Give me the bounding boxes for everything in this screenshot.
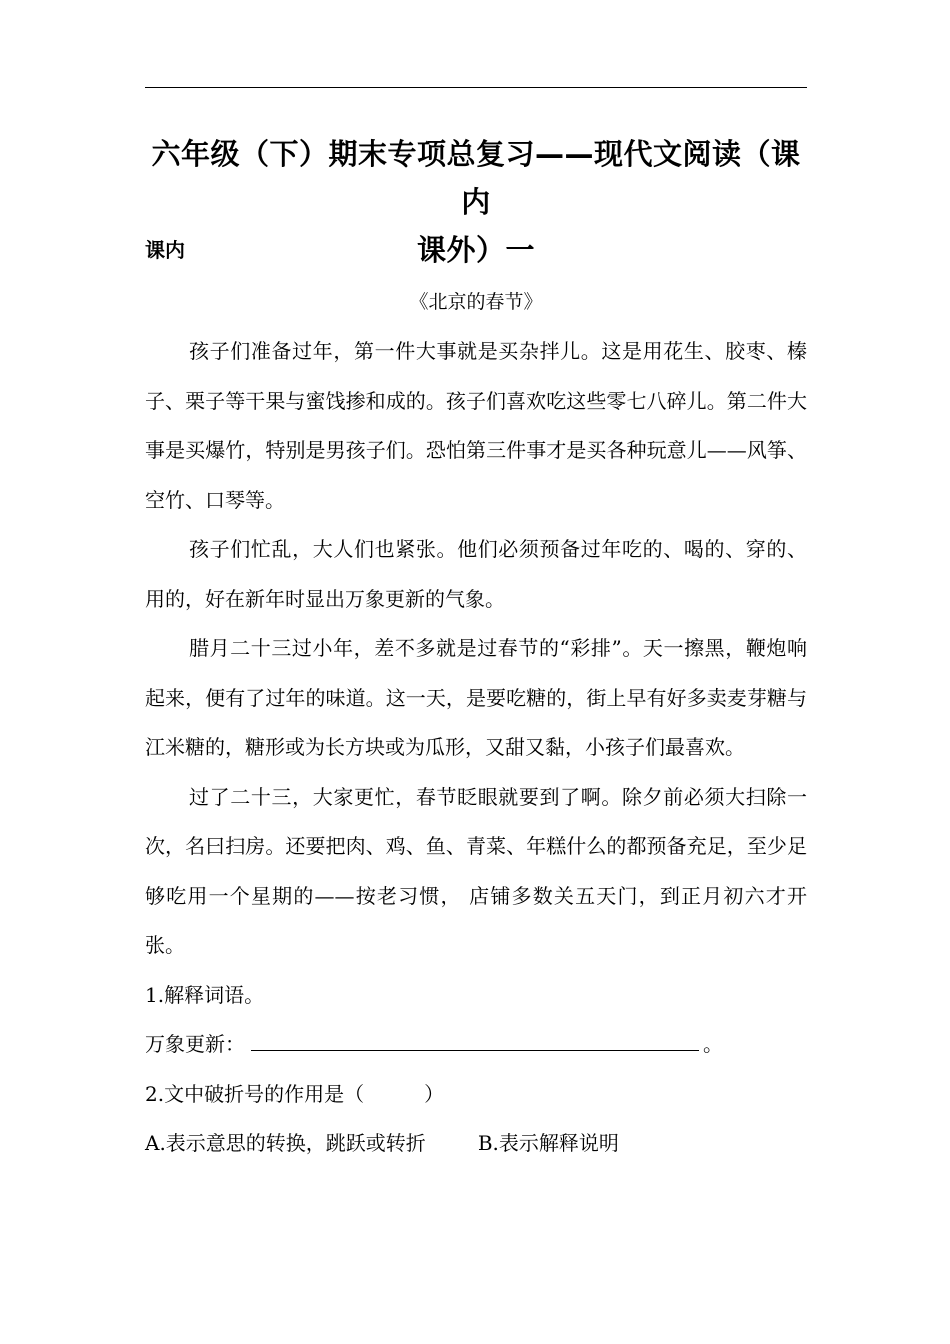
section-label: 课内 [145,238,185,262]
question-2-title [145,1070,807,1120]
title-line-1: 六年级（下）期末专项总复习——现代文阅读（课内 [151,137,801,219]
question-2-options [145,1119,807,1169]
question-1-title: 1.解释词语。 [145,982,265,1007]
paragraph-1: 孩子们准备过年，第一件大事就是买杂拌儿。这是用花生、胶枣、榛子、栗子等干果与蜜饯掺和成的。孩子们喜欢吃这些零七八碎儿。第二件大事是买爆竹，特别是男孩子们。恐怕第三件事才是买各种玩意儿——风筝、 空竹、口琴等。 [145,339,807,512]
title-line-2: 课外）一 [416,233,535,267]
question-1-line [145,1020,807,1070]
question-1-end: 。 [703,1032,723,1056]
paragraph-2: 孩子们忙乱，大人们也紧张。他们必须预备过年吃的、喝的、穿的、用的，好在新年时显出万象更新的气象。 [145,537,807,611]
page-title [145,130,807,274]
option-a[interactable]: A.表示意思的转换，跳跃或转折 [145,1131,426,1155]
paragraph-3: 腊月二十三过小年，差不多就是过春节的“彩排”。天一擦黑，鞭炮响起来，便有了过年的味道。这一天，是要吃糖的，街上早有好多卖麦芽糖与江米糖的，糖形或为长方块或为瓜形，又甜又黏，小孩子们最喜欢。 [145,636,807,759]
question-2-prefix: 2.文中破折号的作用是（ [145,1081,365,1106]
paragraph-4: 过了二十三，大家更忙，春节眨眼就要到了啊。除夕前必须大扫除一次，名曰扫房。还要把肉、鸡、鱼、青菜、年糕什么的都预备充足，至少足够吃用一个星期的——按老习惯， 店铺多数关五天门，到正月初六才开张。 [145,784,807,957]
option-b[interactable]: B.表示解释说明 [477,1131,619,1155]
question-1-term: 万象更新： [145,1032,245,1056]
passage-body [145,327,807,1169]
question-2-suffix: ） [424,1081,445,1106]
answer-blank[interactable] [251,1032,699,1051]
header-rule [145,87,807,88]
passage-title: 《北京的春节》 [409,291,543,313]
